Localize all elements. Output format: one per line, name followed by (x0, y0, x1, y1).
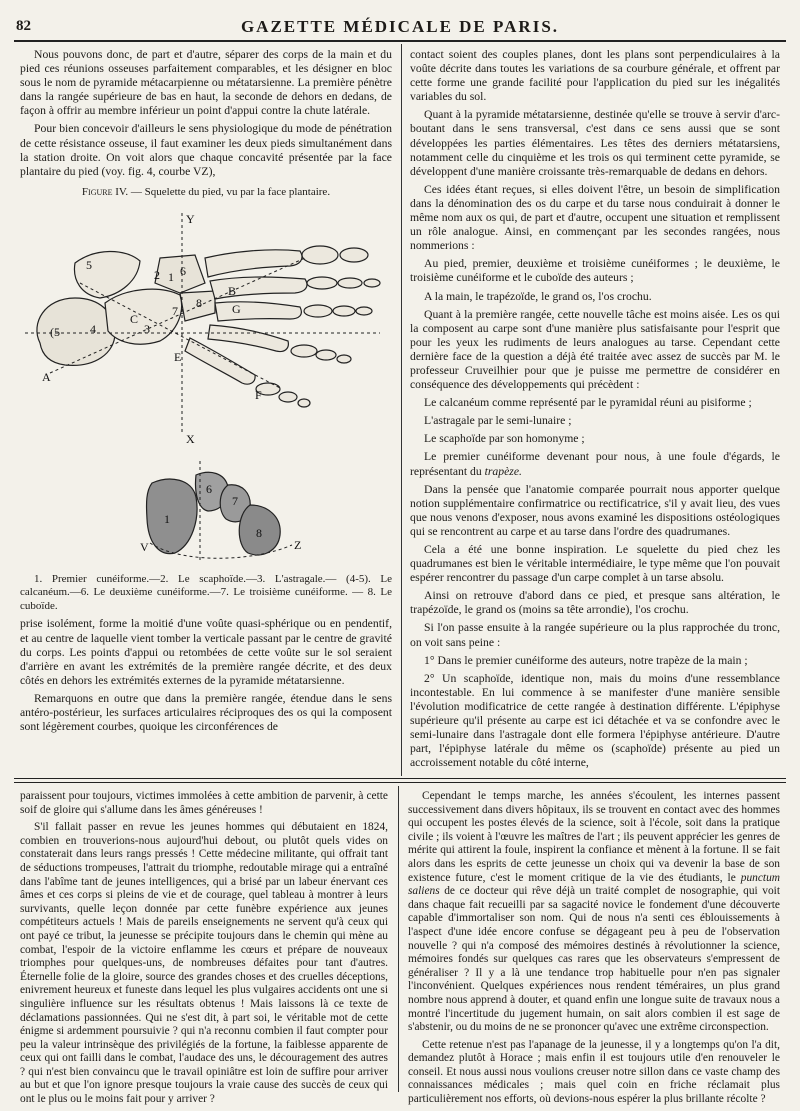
paragraph: Si l'on passe ensuite à la rangée supérieure ou la plus rapprochée du tronc, on voit sans peine : (410, 621, 780, 649)
paragraph: Ainsi on retrouve d'abord dans ce pied, et presque sans altération, le trapézoïde, le grand os (moins sa tête arrondie), l'os crochu. (410, 589, 780, 617)
tarsal-arch-drawing (20, 453, 392, 573)
feuilleton-right-column (408, 790, 780, 1111)
paragraph: contact soient des couples planes, dont les plans sont perpendiculaires à la voûte décrite dans toutes les variations de sa courbure générale, et offrent par cette forme une grande facilité pour l'application du pied sur les inégalités variables du sol. (410, 48, 780, 104)
paragraph: Cette retenue n'est pas l'apanage de la jeunesse, il y a longtemps qu'on l'a dit, demandez plutôt à Horace ; mais enfin il est toujours utile d'en renouveler le conseil. Et nous aussi nous voulions creuser notre sillon dans ce vaste champ des connaissances médicales ; mais quel coin en friche réclamait plus particulièrement nos efforts, où devions-nous espérer la plus brillante récolte ? (408, 1038, 780, 1106)
bone-label-6: 6 (180, 263, 186, 278)
paragraph: Le scaphoïde par son homonyme ; (424, 432, 585, 446)
paragraph: 2° Un scaphoïde, identique non, mais du moins d'une ressemblance incontestable. En lui commence à se manifester d'une manière sensible l'évolution modificatrice de cette rangée à destination différente. L'épiphyse supérieure qu'il présente au carpe est ici détachée et va se confondre avec le semi-lunaire dans l'astragale dont elle formera l'épiphyse antérieure. D'autre part, l'épiphyse latérale du même os (scaphoïde) présente au pied un accroissement notable du côté interne, (410, 671, 780, 770)
paragraph-text: de ce docteur qui rêve déjà un traité complet de nosographie, qui voit dans chaque fait recueilli par sa sagacité novice le fondement d'une découverte capable d'immortaliser son nom. Qui de nous n'a senti ces éblouissements à l'aspect d'une idée encore confuse se dégageant peu à peu de l'observation nouvelle ? qui n'a composé des mémoires destinés à révolutionner la science, mémoires fondés sur quelques cas rares que les observateurs s'empressent de généraliser ? Il y a là une tendance trop habituelle pour n'en pas signaler l'inconvénient. Quelques expériences nous rendent téméraires, un plus grand nombre nous apprend à douter, et quand enfin une longue suite de travaux nous a montré l'incertitude du jugement humain, on sait alors combien il est sage de s'abstenir, ou du moins de ne se prononcer qu'avec une extrême circonspection. (408, 885, 780, 1034)
paragraph: Ces idées étant reçues, si elles doivent l'être, un besoin de simplification dans la dénomination des os du carpe et du tarse nous conduirait à donner le même nom aux os qui, de part et d'autre, occupent une situation et remplissent un rôle analogue. Ainsi, en commençant par les secondes rangées, nous nommerions : (410, 182, 780, 253)
figure-legend: 1. Premier cunéiforme.—2. Le scaphoïde.—3. L'astragale.— (4-5). Le calcanéum.—6. Le deuxième cunéiforme.—7. Le troisième cunéiforme. — 8. Le cuboïde. (20, 572, 392, 612)
paragraph: Dans la pensée que l'anatomie comparée pourrait nous apporter quelque notion supplémentaire confirmatrice ou rectificatrice, s'il y avait lieu, des vues que nous venons d'exposer, nous avons examiné les dispositions ostéologiques qui se rencontrent au carpe et au tarse dans l'ordre des quadrumanes. (410, 482, 780, 538)
paragraph: Le calcanéum comme représenté par le pyramidal réuni au pisiforme ; (424, 396, 752, 410)
bone-label-5: 5 (86, 257, 92, 272)
point-label-e: E (174, 349, 182, 364)
feuilleton-column-divider (398, 786, 399, 1092)
paragraph: L'astragale par le semi-lunaire ; (424, 414, 572, 428)
arch-label-8: 8 (256, 525, 262, 540)
bone-label-3: 3 (144, 321, 150, 336)
paragraph: Nous pouvons donc, de part et d'autre, séparer des corps de la main et du pied ces réunions osseuses parfaitement comparables, et les désigner en bloc sous le nom de pyramide métacarpienne ou métatarsienne. La première pénètre dans la rangée supérieure de bas en haut, la seconde de dehors en dedans, de façon à offrir au membre inférieur un point d'appui contre la chute latérale. (20, 48, 392, 118)
point-label-g: G (232, 301, 241, 316)
point-label-f: F (255, 387, 262, 402)
journal-title: GAZETTE MÉDICALE DE PARIS. (240, 17, 560, 36)
paragraph: A la main, le trapézoïde, le grand os, l'os crochu. (424, 289, 652, 303)
feuilleton-left-column (20, 790, 388, 1111)
axis-label-y: Y (186, 211, 195, 226)
feuilleton-separator (14, 778, 786, 783)
point-label-a: A (42, 369, 51, 384)
italic-term: trapèze. (484, 464, 522, 478)
page-number: 82 (16, 18, 31, 34)
paragraph: 1° Dans le premier cunéiforme des auteurs, notre trapèze de la main ; (424, 653, 748, 667)
paragraph: Au pied, premier, deuxième et troisième cunéiformes ; le deuxième, le troisième cunéiforme et le cuboïde des auteurs ; (410, 257, 780, 285)
bone-label-5-paren: (5 (50, 324, 60, 339)
paragraph: Quant à la première rangée, cette nouvelle tâche est moins aisée. Les os qui la composent au carpe sont d'une manière plus satisfaisante pour l'esprit que pour les yeux les rudiments de leurs analogues au tarse. Cependant cette dernière face de la question a déjà été traitée avec assez de succès par M. le professeur Cruveilhier pour que je puisse me permettre de considérer en conséquence des développements qui précèdent : (410, 307, 780, 392)
point-label-b: B (228, 283, 237, 298)
bone-label-2: 2 (154, 267, 160, 282)
axis-label-x: X (186, 431, 195, 446)
italic-term: punctum saliens (408, 871, 780, 898)
foot-skeleton-drawing (20, 203, 392, 453)
tarsal-arch-figure (20, 453, 392, 573)
bone-label-4: 4 (90, 321, 96, 336)
paragraph (408, 790, 780, 1035)
foot-skeleton-figure (20, 203, 392, 453)
page-header (14, 14, 786, 42)
right-column (410, 48, 780, 774)
arch-label-v: V (140, 539, 149, 554)
arch-label-1: 1 (164, 511, 170, 526)
paragraph: Cela a été une bonne inspiration. Le squelette du pied chez les quadrumanes est bien le véritable intermédiaire, le type même que l'on pouvait espérer rencontrer du passage d'un carpe complet à un tarse absolu. (410, 543, 780, 585)
left-column (20, 48, 392, 738)
paragraph-text: Cependant le temps marche, les années s'écoulent, les internes passent successivement dans divers hôpitaux, ils se trouvent en contact avec des hommes qui occupent les postes élevés de la science, soit à l'école, soit dans la pratique civile ; ils voient à l'œuvre les maîtres de l'art ; ils peuvent apprécier les genres de mérite qui attirent la foule, inspirent la confiance et mènent à la fortune. Il se fait alors dans les esprits de cette jeunesse un choix qui va devenir la base de son existence future, c'est le moment critique de la vie des étudiants, le (408, 790, 780, 884)
arch-label-6: 6 (206, 481, 212, 496)
arch-label-7: 7 (232, 493, 238, 508)
paragraph: Quant à la pyramide métatarsienne, destinée qu'elle se trouve à servir d'arc-boutant dans le sens transversal, c'est dans ce sens aussi que se sont développées les parties élémentaires. Les têtes des derniers métatarsiens, notamment celle du cinquième et les trois os qui terminent cette pyramide, se développent d'une manière croissante très-remarquable de dedans en dehors. (410, 108, 780, 178)
figure-caption-text: — Squelette du pied, vu par la face plantaire. (130, 185, 331, 198)
figure-label: Figure IV. (81, 185, 129, 198)
paragraph: Pour bien concevoir d'ailleurs le sens physiologique du mode de pénétration de cette résistance osseuse, il faut examiner les deux pieds simultanément dans la station droite. On voit alors que chaque concavité présentée par la face plantaire du pied (voy. fig. 4, courbe VZ), (20, 122, 392, 178)
bone-label-1: 1 (168, 269, 174, 284)
paragraph (410, 450, 780, 478)
paragraph: prise isolément, forme la moitié d'une voûte quasi-sphérique ou en pendentif, et au centre de laquelle vient tomber la verticale passant par le centre de gravité du corps. Les points d'appui ou retombées de cette voûte sur le sol seraient d'arrière en avant les extrémités de la première rangée décrite, et des deux côtés en dehors les extrémités externes de la pyramide métatarsienne. (20, 617, 392, 687)
paragraph-text: Le premier cunéiforme devenant pour nous, à une foule d'égards, le représentant du (410, 450, 780, 478)
column-divider (401, 44, 402, 776)
arch-label-z: Z (294, 537, 302, 552)
bone-label-8: 8 (196, 295, 202, 310)
figure-caption (20, 185, 392, 199)
paragraph: paraissent pour toujours, victimes immolées à cette ambition de parvenir, à cette soif de gloire qui s'allume dans les âmes généreuses ! (20, 790, 388, 816)
point-label-c: C (130, 311, 139, 326)
bone-label-7: 7 (172, 303, 178, 318)
paragraph: S'il fallait passer en revue les jeunes hommes qui débutaient en 1824, combien en trouverions-nous aujourd'hui debout, ou plutôt quels vides on constaterait dans leurs rangs pressés ! Cette médecine militante, qui offrait tant de séductions trompeuses, l'attrait du triomphe, redoutable mirage qui a entraîné dans l'abîme tant de jeunes intelligences, qui a brisé par un labeur énervant ces âmes et ces corps si pleins de vie et de courage, quel tableau à montrer à leurs survivants, quelle leçon donnée par cette funèbre expérience aux jeunes compétiteurs actuels ! Mais de pareils enseignements ne servent qu'à ceux qui ont payé ce tribut, la jeunesse se précipite toujours dans le chemin qui mène au combat, l'espoir de la victoire enflamme les cœurs et prépare de nouveaux triomphes pour quelques-uns, de nombreuses défaites pour tant d'autres. Éternelle folie de la gloire, source des grandes choses et des cruelles déceptions, enivrement heureux et funeste dans lequel les plus vulgaires accidents ont une si singulière influence sur les résultats obtenus ! Mais laissons là ce texte de déclamations passionnées. Qui ne s'est dit, à part soi, le véritable mot de cette énigme si ardemment poursuivie ? qui n'a reconnu combien il faut compter pour peu la valeur intrinsèque des privilégiés de la fortune, la faiblesse apparente de ceux qui ont failli dans le combat, l'audace des uns, le découragement des autres ? qui n'est bien convaincu que le travail opiniâtre est loin de suffire pour arriver au but et que l'on ignore presque toujours la vraie cause des succès de ceux qui ont le plus ou le moins fait pour y arriver ? (20, 821, 388, 1106)
paragraph: Remarquons en outre que dans la première rangée, étendue dans le sens antéro-postérieur, les surfaces articulaires réciproques des os qui la composent sont légèrement courbes, quoique les circonférences de (20, 691, 392, 734)
